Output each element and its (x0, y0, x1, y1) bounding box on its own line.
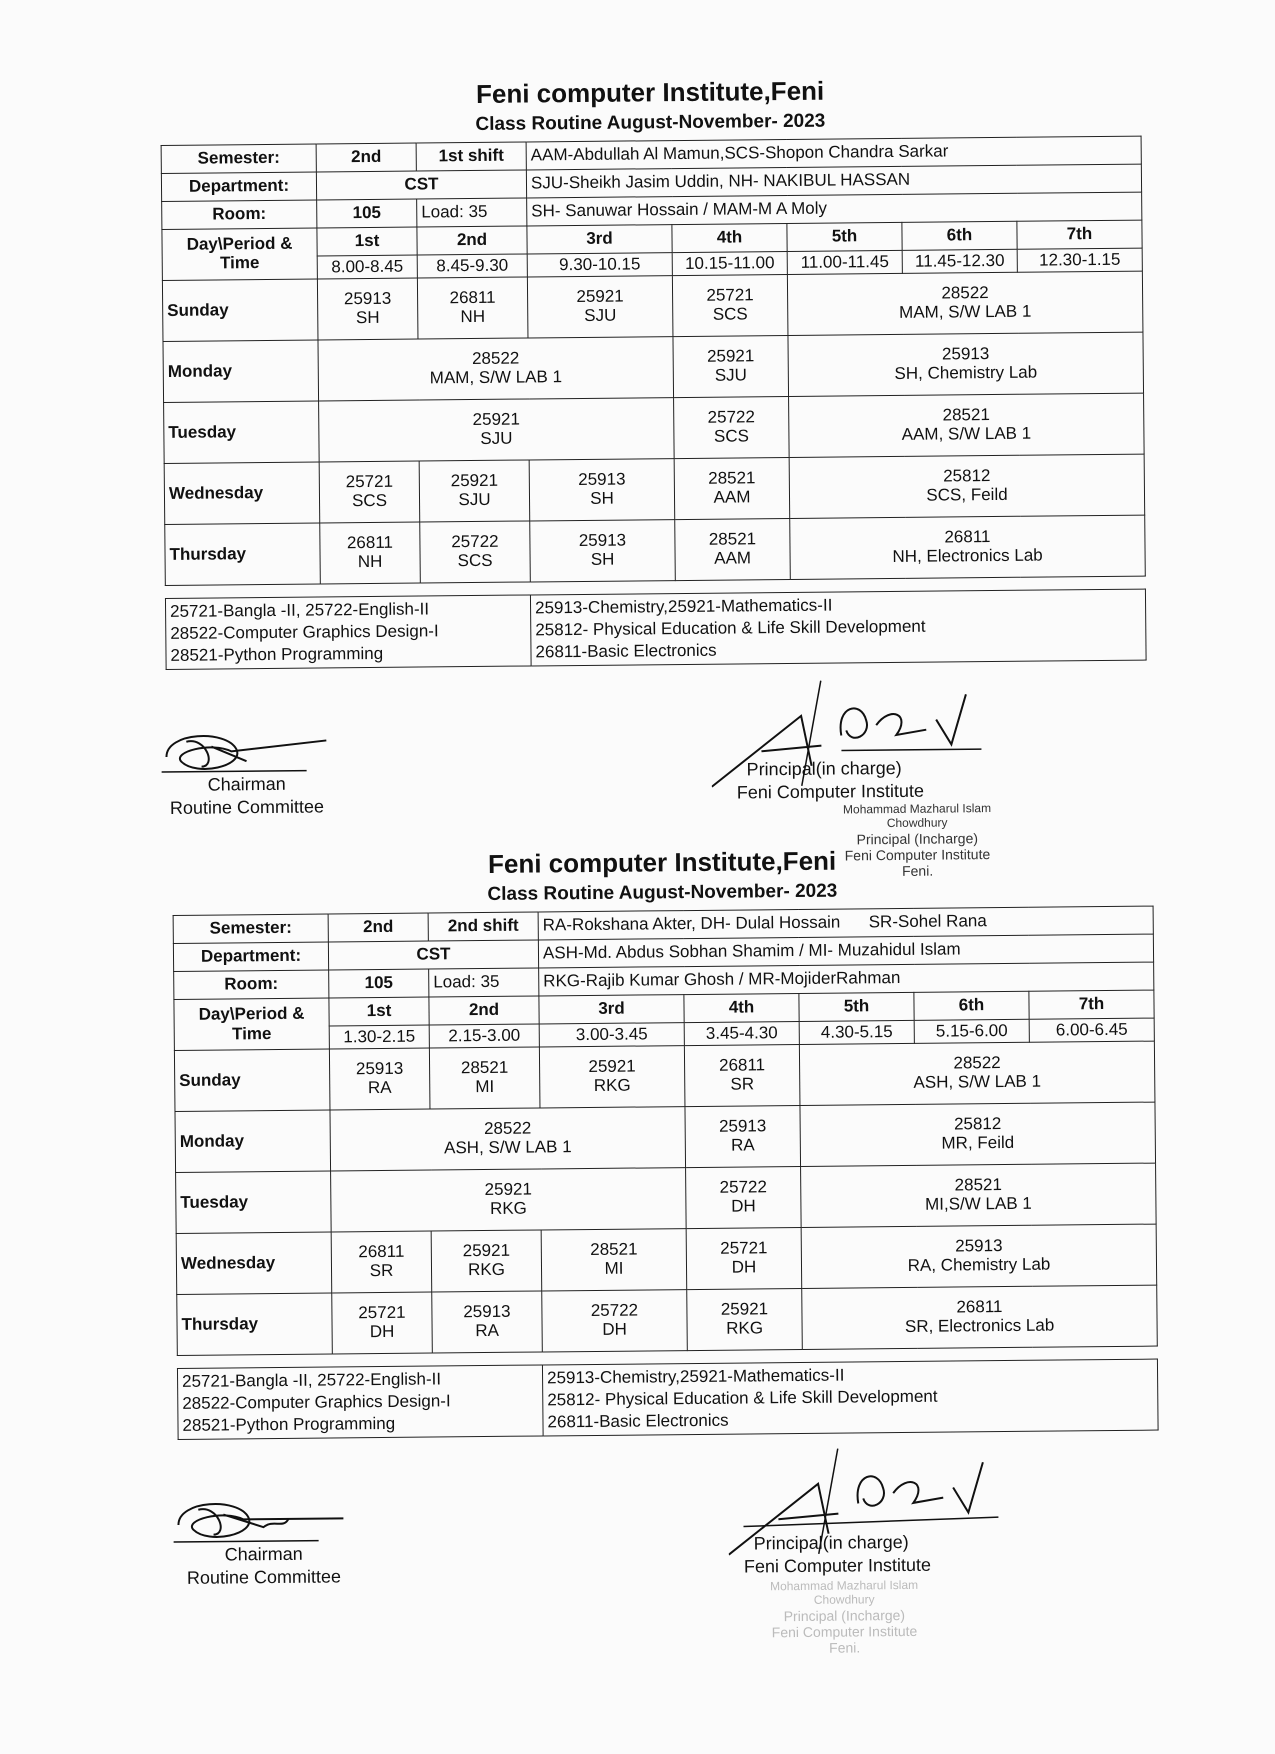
teacher-code: SJU (480, 428, 513, 448)
teacher-code: SH (355, 307, 380, 328)
room-label: Room: (162, 200, 317, 229)
subject-code: 26811 (956, 1297, 1003, 1317)
subject-code: 25921 (472, 409, 520, 430)
time-4: 3.45-4.30 (684, 1021, 799, 1045)
teacher-code: MI (475, 1076, 495, 1097)
shift-value: 2nd shift (428, 912, 538, 941)
class-cell (542, 1290, 688, 1352)
subject-code: 25913 (718, 1116, 767, 1137)
class-cell (672, 274, 788, 336)
stamp-city: Feni. (901, 862, 934, 879)
routine-second-shift (172, 843, 1159, 1656)
department-label: Department: (173, 942, 328, 971)
subject-code: 28521 (590, 1239, 638, 1260)
legend-item: 25913-Chemistry,25921-Mathematics-II (546, 1365, 845, 1388)
teacher-code: AAM (714, 548, 752, 568)
signature-area (168, 1481, 1150, 1690)
principal-title: Principal(in charge) (746, 757, 902, 780)
teacher-code: SCS, Feild (926, 484, 1008, 505)
lab-cell (802, 1285, 1158, 1349)
teacher-code: NH (460, 306, 486, 327)
day-name: Sunday (174, 1049, 330, 1111)
legend-item: 28521-Python Programming (182, 1414, 396, 1436)
chairman-caption (184, 1542, 344, 1590)
principal-caption (744, 1531, 932, 1580)
subject-code: 25921 (484, 1179, 532, 1200)
legend-item: 28522-Computer Graphics Design-I (170, 621, 439, 644)
teacher-code: SH (590, 488, 614, 508)
subject-code: 28522 (471, 348, 520, 369)
class-cell (331, 1231, 432, 1293)
subject-code: 25913 (343, 289, 392, 309)
class-cell (527, 276, 673, 338)
time-3: 9.30-10.15 (527, 253, 672, 277)
legend-left (177, 1365, 543, 1440)
lab-cell (801, 1224, 1157, 1288)
teacher-code: SCS (351, 490, 388, 511)
subject-code: 28521 (954, 1175, 1002, 1195)
principal-title: Principal(in charge) (753, 1531, 909, 1554)
subject-code: 25921 (706, 346, 755, 367)
subject-code: 28521 (942, 405, 990, 425)
subject-code: 25721 (720, 1238, 768, 1259)
routine-subtitle: Class Routine August-November- 2023 (475, 110, 826, 135)
subject-code: 26811 (944, 527, 991, 547)
class-cell (432, 1291, 543, 1353)
time-7: 12.30-1.15 (1017, 248, 1142, 272)
subject-code: 25921 (450, 471, 499, 491)
department-label: Department: (161, 172, 316, 201)
teacher-code: SJU (714, 365, 747, 385)
routine-table (173, 906, 1158, 1356)
lab-cell (789, 454, 1145, 518)
subject-code: 26811 (718, 1055, 766, 1076)
day-row-monday (175, 1102, 1156, 1172)
subject-code: 25921 (720, 1299, 769, 1320)
semester-label: Semester: (173, 914, 328, 943)
institute-name: Feni Computer Institute (743, 1555, 932, 1577)
teacher-code: SCS (457, 550, 493, 571)
department-value: CST (328, 940, 538, 970)
period-7: 7th (1029, 990, 1154, 1019)
lab-cell (800, 1102, 1156, 1166)
class-cell (329, 1048, 430, 1110)
day-name: Tuesday (176, 1171, 332, 1233)
teacher-code: RKG (726, 1318, 764, 1338)
semester-value: 2nd (316, 143, 416, 172)
stamp-title: Principal (Incharge) (783, 1606, 906, 1624)
teacher-code: SCS (713, 426, 749, 446)
teacher-code: DH (731, 1196, 756, 1216)
time-1: 8.00-8.45 (317, 255, 417, 279)
lab-cell (787, 271, 1143, 335)
teacher-code: ASH, S/W LAB 1 (443, 1137, 572, 1158)
chairman-signature (168, 1488, 359, 1550)
lab-cell (318, 337, 674, 401)
stamp-institute: Feni Computer Institute (771, 1622, 918, 1640)
time-2: 8.45-9.30 (417, 254, 527, 278)
class-cell (674, 457, 790, 519)
load-value: Load: 35 (429, 968, 539, 997)
teacher-code: SJU (458, 489, 491, 510)
period-7: 7th (1017, 220, 1142, 249)
class-cell (429, 1047, 540, 1109)
day-row-sunday (162, 271, 1143, 341)
room-value: 105 (317, 199, 417, 228)
routine-title: Feni computer Institute,Feni (487, 845, 837, 879)
legend-item: 25913-Chemistry,25921-Mathematics-II (534, 595, 833, 618)
teacher-code: SH (590, 549, 615, 569)
day-name: Tuesday (164, 401, 320, 463)
teacher-legend-line-3: RKG-Rajib Kumar Ghosh / MR-MojiderRahman (539, 962, 1154, 996)
day-name: Thursday (177, 1293, 333, 1355)
stamp-name: Mohammad Mazharul Islam Chowdhury (769, 1577, 919, 1607)
subject-code: 28521 (460, 1058, 509, 1078)
subject-code: 25721 (345, 472, 394, 492)
class-cell (673, 335, 789, 397)
room-label: Room: (174, 970, 329, 999)
lab-cell (331, 1168, 687, 1232)
teacher-legend-line-1: AAM-Abdullah Al Mamun,SCS-Shopon Chandra Sarkar (526, 136, 1141, 170)
subject-code: 25913 (578, 469, 626, 490)
class-cell (317, 278, 418, 340)
period-1: 1st (329, 997, 429, 1026)
principal-stamp (739, 1579, 950, 1657)
day-row-tuesday (176, 1163, 1157, 1233)
class-cell (539, 1046, 685, 1108)
lab-cell (799, 1041, 1155, 1105)
subject-code: 25722 (590, 1300, 639, 1321)
institute-name: Feni Computer Institute (736, 781, 925, 803)
class-cell (529, 459, 675, 521)
committee-title: Routine Committee (169, 796, 325, 819)
day-row-wednesday (164, 454, 1145, 524)
legend-item: 26811-Basic Electronics (547, 1410, 729, 1432)
time-7: 6.00-6.45 (1029, 1018, 1154, 1042)
period-3: 3rd (527, 225, 672, 254)
class-cell (685, 1105, 801, 1167)
period-1: 1st (317, 227, 417, 256)
subject-code: 25721 (706, 285, 754, 306)
teacher-code: ASH, S/W LAB 1 (913, 1071, 1042, 1092)
teacher-code: MR, Feild (941, 1132, 1015, 1153)
day-row-sunday (174, 1041, 1155, 1111)
subject-code: 25921 (588, 1056, 636, 1077)
subject-code: 28522 (953, 1053, 1001, 1073)
class-cell (320, 522, 421, 584)
subject-code: 25722 (707, 407, 755, 428)
legend-item: 28522-Computer Graphics Design-I (182, 1391, 451, 1414)
teacher-code: DH (602, 1319, 627, 1339)
stamp-name: Mohammad Mazharul Islam Chowdhury (842, 801, 992, 830)
time-6: 11.45-12.30 (902, 249, 1017, 273)
teacher-code: RA (475, 1320, 500, 1341)
teacher-code: DH (731, 1257, 757, 1277)
subject-code: 25913 (941, 344, 990, 364)
time-3: 3.00-3.45 (539, 1023, 684, 1047)
legend-item: 26811-Basic Electronics (535, 640, 717, 662)
subject-code: 25913 (463, 1302, 511, 1322)
teacher-code: NH (357, 551, 383, 572)
subject-code: 28521 (708, 529, 757, 550)
legend-item: 28521-Python Programming (170, 644, 384, 666)
class-cell (431, 1230, 542, 1292)
period-6: 6th (902, 221, 1017, 250)
stamp-institute: Feni Computer Institute (844, 845, 991, 864)
semester-value: 2nd (328, 913, 428, 942)
period-2: 2nd (429, 996, 539, 1025)
subject-code: 25812 (943, 466, 991, 486)
teacher-code: MAM, S/W LAB 1 (429, 367, 563, 388)
day-name: Sunday (162, 279, 318, 341)
day-period-label: Day\Period & (186, 234, 293, 255)
subject-code: 26811 (358, 1242, 405, 1262)
time-label: Time (231, 1024, 272, 1044)
stamp-title: Principal (Incharge) (856, 829, 979, 847)
teacher-code: AAM (713, 487, 751, 507)
department-value: CST (316, 170, 526, 200)
legend-item: 25721-Bangla -II, 25722-English-II (181, 1369, 442, 1391)
subject-code: 25721 (358, 1303, 406, 1323)
day-row-thursday (177, 1285, 1158, 1355)
lab-cell (790, 515, 1146, 579)
chairman-title: Chairman (207, 773, 286, 795)
class-cell (686, 1227, 802, 1289)
day-name: Thursday (165, 523, 321, 585)
teacher-code: SCS (712, 304, 748, 324)
chairman-title: Chairman (224, 1543, 303, 1565)
subject-code: 28522 (941, 283, 989, 303)
period-5: 5th (799, 992, 914, 1021)
class-cell (541, 1229, 687, 1291)
class-cell (674, 396, 790, 458)
time-label: Time (219, 253, 260, 273)
time-6: 5.15-6.00 (914, 1019, 1029, 1043)
teacher-code: RKG (468, 1259, 506, 1280)
legend-right (542, 1359, 1158, 1436)
teacher-code: MI (604, 1258, 624, 1278)
teacher-legend-line-1: RA-Rokshana Akter, DH- Dulal Hossain SR-Sohel Rana (538, 906, 1153, 940)
routine-subtitle: Class Routine August-November- 2023 (487, 880, 838, 905)
legend-item: 25812- Physical Education & Life Skill Development (547, 1386, 938, 1410)
subject-code: 25722 (451, 532, 499, 552)
period-4: 4th (684, 993, 799, 1022)
class-cell (417, 277, 528, 339)
period-4: 4th (672, 223, 787, 252)
teacher-code: RKG (593, 1075, 631, 1095)
class-cell (419, 460, 530, 522)
time-1: 1.30-2.15 (329, 1025, 429, 1049)
day-name: Monday (163, 340, 319, 402)
class-cell (530, 520, 676, 582)
lab-cell (789, 393, 1145, 457)
subject-code: 25722 (719, 1177, 767, 1198)
class-cell (332, 1292, 433, 1354)
legend-item: 25721-Bangla -II, 25722-English-II (169, 599, 430, 621)
day-name: Wednesday (176, 1232, 332, 1294)
period-3: 3rd (539, 995, 684, 1024)
teacher-legend-line-2: ASH-Md. Abdus Sobhan Shamim / MI- Muzahidul Islam (538, 934, 1153, 968)
subject-code: 26811 (346, 533, 394, 553)
period-2: 2nd (417, 226, 527, 255)
period-5: 5th (787, 222, 902, 251)
class-cell (420, 521, 531, 583)
teacher-code: RKG (489, 1198, 527, 1218)
class-cell (319, 461, 420, 523)
teacher-code: SH, Chemistry Lab (894, 362, 1038, 383)
class-cell (686, 1166, 802, 1228)
teacher-code: SR (730, 1074, 755, 1094)
routine-table (161, 136, 1146, 586)
teacher-code: SR (369, 1260, 394, 1281)
subject-code: 25921 (576, 286, 624, 307)
legend-right (530, 589, 1146, 666)
subject-code: 25913 (578, 530, 627, 551)
day-name: Monday (175, 1110, 331, 1172)
subject-legend (177, 1359, 1159, 1441)
routine-first-shift (160, 73, 1147, 879)
teacher-code: RA, Chemistry Lab (907, 1254, 1051, 1275)
subject-code: 28522 (483, 1118, 532, 1139)
time-4: 10.15-11.00 (672, 251, 787, 275)
subject-code: 26811 (449, 288, 496, 308)
committee-title: Routine Committee (186, 1566, 342, 1589)
day-row-wednesday (176, 1224, 1157, 1294)
lab-cell (319, 398, 675, 462)
class-cell (687, 1288, 803, 1350)
lab-cell (801, 1163, 1157, 1227)
day-period-label: Day\Period & (198, 1003, 305, 1024)
class-cell (675, 518, 791, 580)
load-value: Load: 35 (417, 198, 527, 227)
subject-legend (165, 589, 1147, 671)
legend-item: 25812- Physical Education & Life Skill Development (535, 616, 926, 640)
teacher-code: RA (367, 1077, 392, 1098)
subject-code: 25812 (953, 1114, 1002, 1134)
shift-value: 1st shift (416, 142, 526, 171)
subject-code: 25913 (955, 1236, 1003, 1256)
legend-left (165, 595, 531, 670)
teacher-code: NH, Electronics Lab (892, 545, 1043, 566)
teacher-code: SJU (584, 305, 617, 325)
class-cell (684, 1044, 800, 1106)
time-5: 4.30-5.15 (799, 1020, 914, 1044)
teacher-code: MAM, S/W LAB 1 (899, 301, 1032, 322)
stamp-city: Feni. (829, 1639, 861, 1656)
day-period-header (174, 998, 329, 1050)
period-6: 6th (914, 991, 1029, 1020)
teacher-legend-line-3: SH- Sanuwar Hossain / MAM-M A Moly (527, 192, 1142, 226)
subject-code: 25913 (355, 1059, 404, 1079)
lab-cell (330, 1107, 686, 1171)
teacher-code: AAM, S/W LAB 1 (901, 423, 1032, 444)
routine-title: Feni computer Institute,Feni (475, 75, 825, 109)
room-value: 105 (329, 969, 429, 998)
teacher-code: MI,S/W LAB 1 (924, 1193, 1032, 1214)
subject-code: 28521 (708, 468, 756, 489)
subject-code: 25921 (462, 1241, 511, 1261)
day-row-thursday (165, 515, 1146, 585)
teacher-code: SR, Electronics Lab (904, 1315, 1055, 1336)
day-row-monday (163, 332, 1144, 402)
semester-label: Semester: (161, 144, 316, 173)
day-name: Wednesday (164, 462, 320, 524)
teacher-code: DH (369, 1321, 395, 1342)
day-period-header (162, 228, 317, 280)
lab-cell (788, 332, 1144, 396)
teacher-legend-line-2: SJU-Sheikh Jasim Uddin, NH- NAKIBUL HASSAN (526, 164, 1141, 198)
time-2: 2.15-3.00 (429, 1024, 539, 1048)
day-row-tuesday (164, 393, 1145, 463)
teacher-code: RA (730, 1135, 755, 1155)
time-5: 11.00-11.45 (787, 250, 902, 274)
principal-caption (737, 757, 925, 806)
chairman-caption (167, 772, 327, 820)
